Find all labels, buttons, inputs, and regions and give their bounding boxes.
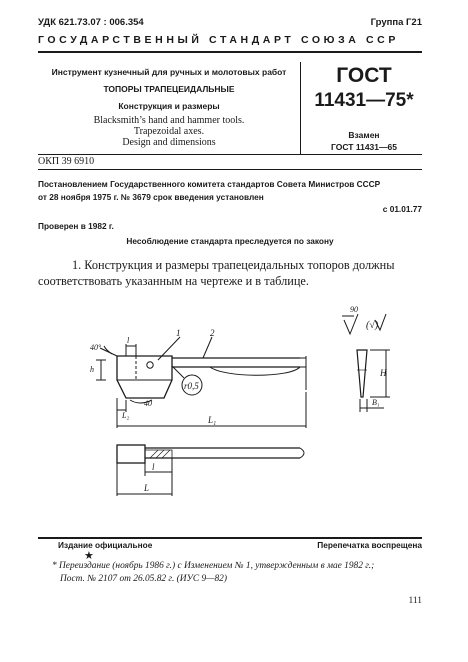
label-r05: r0,5 <box>184 381 199 391</box>
replaces-value: ГОСТ 11431—65 <box>331 142 397 152</box>
footer-rule <box>38 537 422 539</box>
label-l1: l <box>127 336 130 345</box>
roughness-symbol: (√) <box>366 320 379 331</box>
state-standard-banner: ГОСУДАРСТВЕННЫЙ СТАНДАРТ СОЮЗА ССР <box>38 34 399 46</box>
title-bottom-rule <box>38 154 422 155</box>
paragraph-1-line2: соответствовать указанным на чертеже и в таблице. <box>38 274 309 288</box>
ru-title-line3: Конструкция и размеры <box>118 101 220 111</box>
gost-label: ГОСТ <box>336 64 392 87</box>
label-L1: L₁ <box>208 415 217 425</box>
label-part-1: 1 <box>176 328 181 338</box>
reprint-forbidden: Перепечатка воспрещена <box>317 540 422 550</box>
official-edition: Издание официальное <box>58 540 153 550</box>
label-h: h <box>90 365 94 374</box>
effective-date: с 01.01.77 <box>382 204 422 214</box>
en-title-line2: Trapezoidal axes. <box>133 126 205 137</box>
law-notice: Несоблюдение стандарта преследуется по закону <box>126 236 334 246</box>
label-angle-40-bottom: 40 <box>144 399 152 408</box>
header-rule <box>38 51 422 53</box>
reissue-note-line1: * Переиздание (ноябрь 1986 г.) с Изменением № 1, утвержденным в мае 1982 г.; <box>52 561 375 571</box>
ru-title-line1: Инструмент кузнечный для ручных и молотовых работ <box>51 67 287 77</box>
decree-line1: Постановлением Государственного комитета стандартов Совета Министров СССР <box>38 179 381 189</box>
okp-code: ОКП 39 6910 <box>38 156 95 167</box>
paragraph-1-line1: 1. Конструкция и размеры трапецеидальных топоров должны <box>72 258 395 272</box>
page-number: 111 <box>408 596 422 606</box>
decree-line2: от 28 ноября 1975 г. № 3679 срок введения установлен <box>38 192 264 202</box>
title-divider <box>300 62 301 154</box>
label-roughness-90: 90 <box>350 305 358 314</box>
okp-rule <box>38 169 422 170</box>
replaces-label: Взамен <box>348 130 380 140</box>
label-L: L <box>144 483 150 493</box>
checked-year: Проверен в 1982 г. <box>38 221 114 231</box>
udk-code: УДК 621.73.07 : 006.354 <box>38 17 144 28</box>
reissue-note-line2: Пост. № 2107 от 26.05.82 г. (ИУС 9—82) <box>60 574 227 584</box>
en-title-line3: Design and dimensions <box>122 137 216 148</box>
gost-number: 11431—75* <box>314 90 414 111</box>
ru-title-line2: ТОПОРЫ ТРАПЕЦЕИДАЛЬНЫЕ <box>103 84 235 94</box>
label-B1: B₁ <box>372 398 380 407</box>
label-part-2: 2 <box>210 328 215 338</box>
axe-drawing <box>0 300 468 530</box>
group-code: Группа Г21 <box>370 17 422 28</box>
en-title-line1: Blacksmith’s hand and hammer tools. <box>93 115 245 126</box>
label-L2: L₂ <box>122 411 130 420</box>
label-angle-40: 40° <box>90 343 102 352</box>
label-H: H <box>380 368 387 378</box>
star-mark: ★ <box>84 550 94 562</box>
label-l: l <box>152 462 155 472</box>
